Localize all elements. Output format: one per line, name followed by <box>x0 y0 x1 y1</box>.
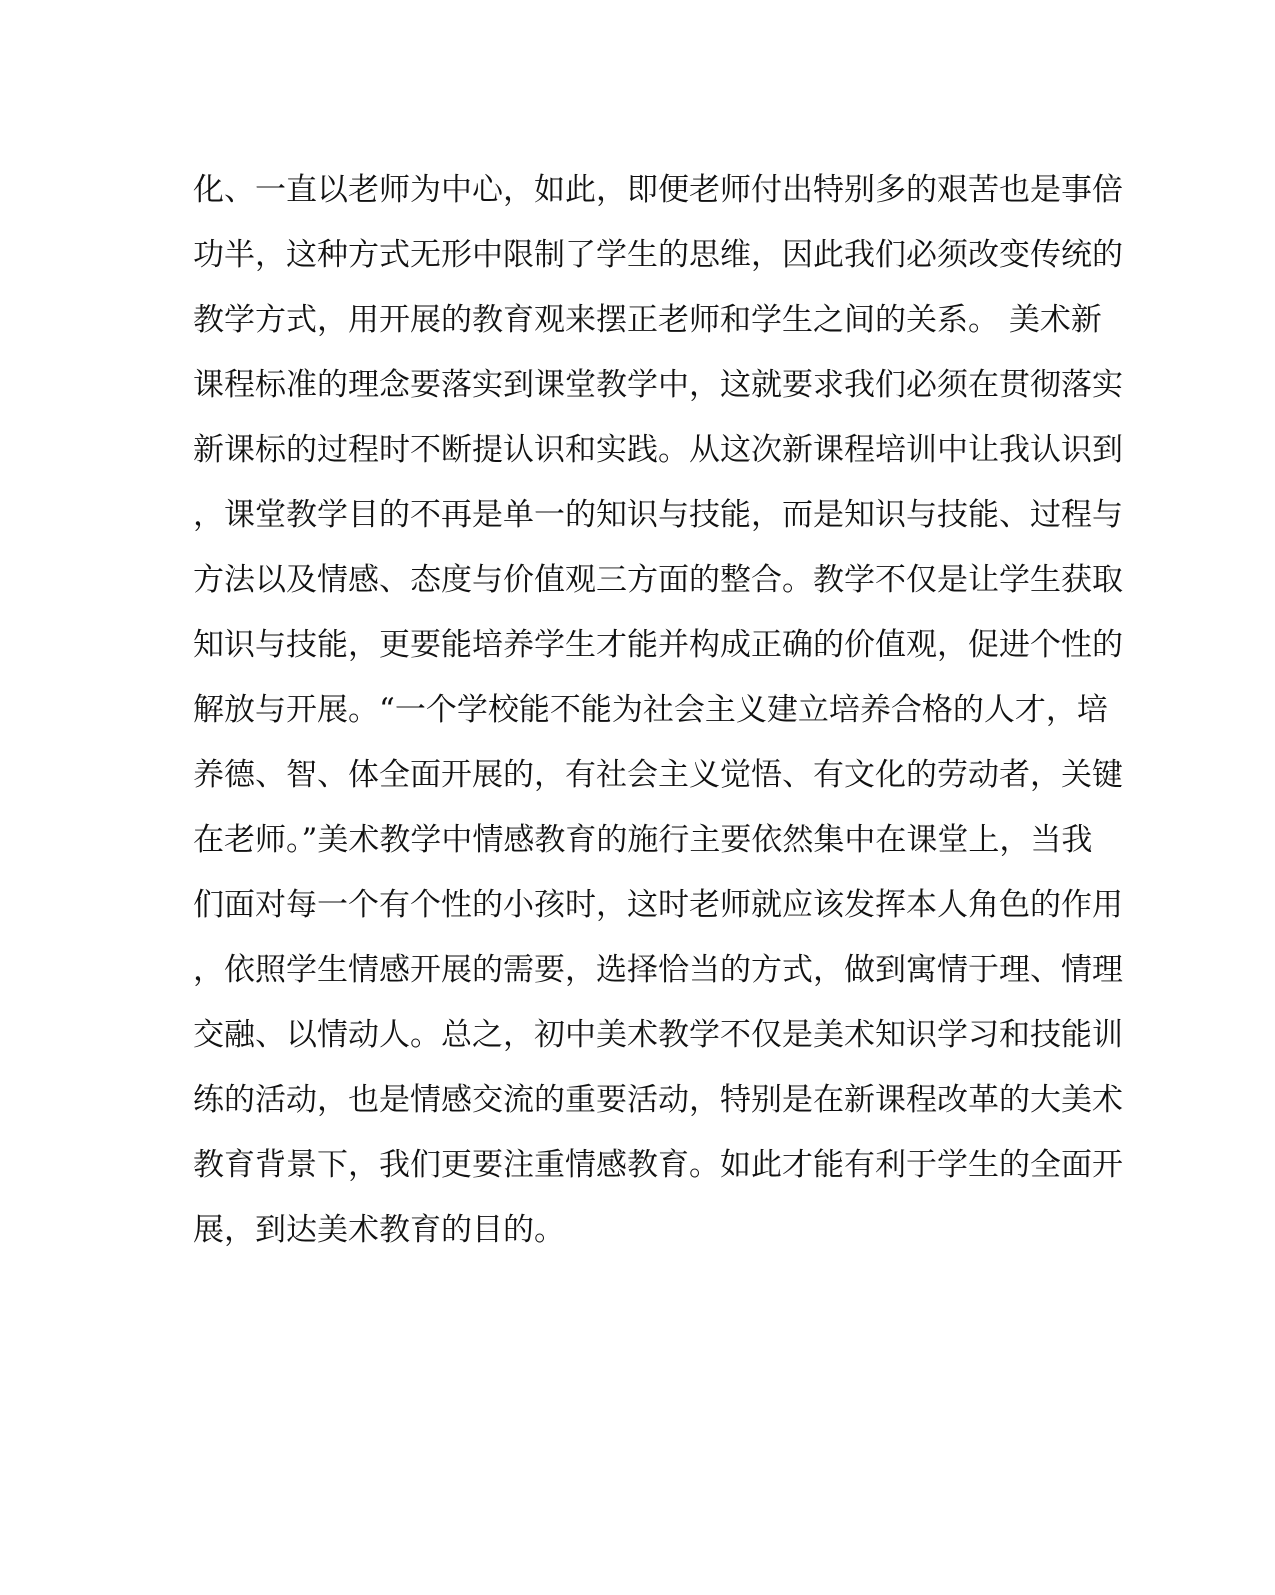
text-line: 课程标准的理念要落实到课堂教学中，这就要求我们必须在贯彻落实 <box>193 367 1123 403</box>
text-line: 在老师。”美术教学中情感教育的施行主要依然集中在课堂上，当我 <box>193 822 1093 858</box>
text-line: ，课堂教学目的不再是单一的知识与技能，而是知识与技能、过程与 <box>193 497 1123 533</box>
text-line: 养德、智、体全面开展的，有社会主义觉悟、有文化的劳动者，关键 <box>193 757 1123 793</box>
text-line: 解放与开展。“一个学校能不能为社会主义建立培养合格的人才，培 <box>193 692 1108 728</box>
text-line: 展，到达美术教育的目的。 <box>193 1212 565 1248</box>
text-line: 练的活动，也是情感交流的重要活动，特别是在新课程改革的大美术 <box>193 1082 1123 1118</box>
text-line: 教学方式，用开展的教育观来摆正老师和学生之间的关系。 美术新 <box>193 302 1102 338</box>
text-line: 们面对每一个有个性的小孩时，这时老师就应该发挥本人角色的作用 <box>193 887 1123 923</box>
text-line: 知识与技能，更要能培养学生才能并构成正确的价值观，促进个性的 <box>193 627 1123 663</box>
text-line: ，依照学生情感开展的需要，选择恰当的方式，做到寓情于理、情理 <box>193 952 1123 988</box>
body-paragraph <box>193 158 1123 1263</box>
text-line: 教育背景下，我们更要注重情感教育。如此才能有利于学生的全面开 <box>193 1147 1123 1183</box>
text-line: 化、一直以老师为中心，如此，即便老师付出特别多的艰苦也是事倍 <box>193 172 1123 208</box>
text-line: 功半，这种方式无形中限制了学生的思维，因此我们必须改变传统的 <box>193 237 1123 273</box>
text-line: 方法以及情感、态度与价值观三方面的整合。教学不仅是让学生获取 <box>193 562 1123 598</box>
text-line: 新课标的过程时不断提认识和实践。从这次新课程培训中让我认识到 <box>193 432 1123 468</box>
text-line: 交融、以情动人。总之，初中美术教学不仅是美术知识学习和技能训 <box>193 1017 1123 1053</box>
